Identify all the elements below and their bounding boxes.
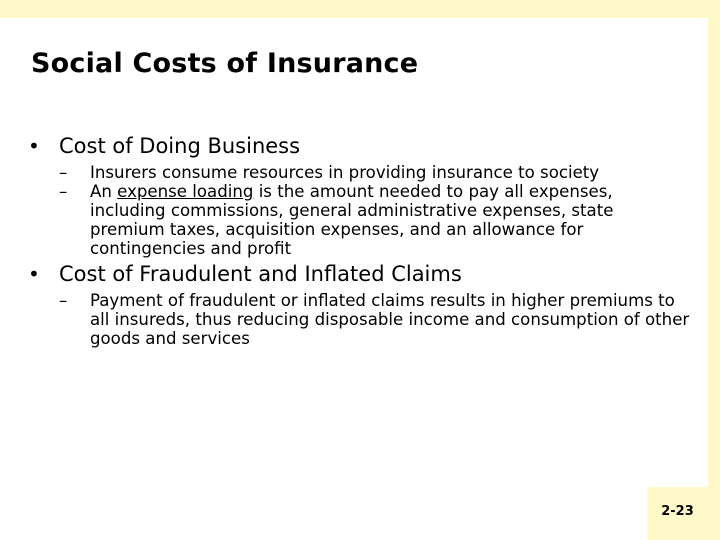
expense-loading-term: expense loading [117,182,254,201]
sub-bullet-list [59,291,708,348]
bullet-text: Cost of Doing Business [59,134,301,158]
page-number: 2-23 [661,504,694,519]
sub-bullet-list [59,163,708,258]
bullet-marker: • [28,262,40,286]
bullet-list [28,133,708,348]
slide-title: Social Costs of Insurance [31,48,419,79]
sub-bullet-text [90,182,690,258]
sub-bullet-text: Insurers consume resources in providing insurance to society [90,163,600,182]
sub-bullet-marker: – [59,163,68,182]
bullet-text: Cost of Fraudulent and Inflated Claims [59,262,462,286]
sub-bullet-marker: – [59,182,68,201]
sub-bullet-prefix: An [90,182,118,201]
bullet-cost-of-fraudulent-claims [28,261,708,348]
sub-bullet-expense-loading [59,182,708,258]
sub-bullet-insurers-consume [59,163,708,182]
sub-bullet-suffix: is the amount needed to pay all expenses, including commissions, general administrative expenses, state premium taxes, acquisition expenses, and an allowance for contingencies and profit [90,182,614,258]
bullet-cost-of-doing-business [28,133,708,258]
sub-bullet-fraudulent-claims [59,291,708,348]
sub-bullet-marker: – [59,291,68,310]
sub-bullet-text: Payment of fraudulent or inflated claims results in higher premiums to all insureds, thus reducing disposable income and consumption of other goods and services [90,291,690,348]
page-number-box [647,487,708,540]
bullet-marker: • [28,134,40,158]
